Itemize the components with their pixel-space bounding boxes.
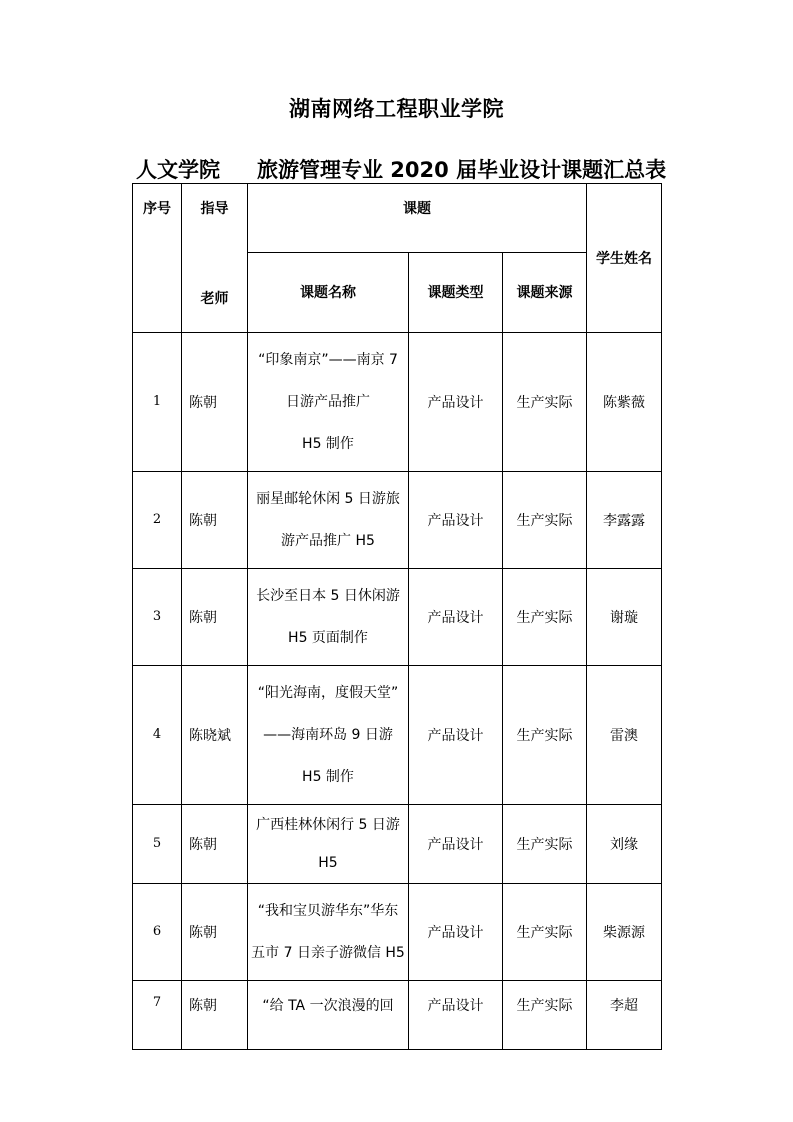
topic-line: ——海南环岛 9 日游 [263, 726, 393, 743]
table-row [133, 568, 662, 665]
row-type: 产品设计 [409, 980, 503, 1049]
row-seq: 4 [133, 665, 182, 804]
teacher-header-bottom: 老师 [182, 253, 248, 333]
table-row [133, 665, 662, 804]
topic-summary-table [132, 183, 662, 1050]
seq-header-blank [133, 253, 182, 333]
topic-line: H5 制作 [302, 768, 354, 785]
row-type: 产品设计 [409, 568, 503, 665]
row-student: 陈紫薇 [587, 332, 662, 471]
row-seq: 6 [133, 883, 182, 980]
row-source: 生产实际 [503, 568, 587, 665]
row-student: 李露露 [587, 471, 662, 568]
row-teacher: 陈朝 [182, 332, 248, 471]
row-student: 李超 [587, 980, 662, 1049]
row-teacher: 陈朝 [182, 471, 248, 568]
subheader-row [133, 253, 662, 333]
college-name: 人文学院 [136, 158, 220, 182]
topic-line: 游产品推广 H5 [281, 532, 375, 549]
topic-line: “印象南京”——南京 7 [258, 351, 398, 368]
row-type: 产品设计 [409, 665, 503, 804]
page-title: 湖南网络工程职业学院 [289, 97, 504, 121]
row-teacher: 陈朝 [182, 980, 248, 1049]
row-type: 产品设计 [409, 804, 503, 883]
row-seq: 3 [133, 568, 182, 665]
row-seq: 1 [133, 332, 182, 471]
row-source: 生产实际 [503, 665, 587, 804]
topic-header: 课题 [248, 184, 587, 253]
row-topic [248, 665, 409, 804]
row-source: 生产实际 [503, 332, 587, 471]
row-type: 产品设计 [409, 471, 503, 568]
topic-line: 丽星邮轮休闲 5 日游旅 [256, 490, 400, 507]
row-teacher: 陈朝 [182, 568, 248, 665]
topic-source-header: 课题来源 [503, 253, 587, 333]
topic-line: “我和宝贝游华东”华东 [257, 902, 399, 919]
row-student: 谢璇 [587, 568, 662, 665]
row-type: 产品设计 [409, 332, 503, 471]
row-teacher: 陈朝 [182, 883, 248, 980]
row-source: 生产实际 [503, 804, 587, 883]
row-teacher: 陈晓斌 [182, 665, 248, 804]
row-topic [248, 883, 409, 980]
table-row [133, 332, 662, 471]
row-type: 产品设计 [409, 883, 503, 980]
row-student: 刘缘 [587, 804, 662, 883]
seq-header: 序号 [133, 184, 182, 253]
row-source: 生产实际 [503, 471, 587, 568]
topic-line: “阳光海南，度假天堂” [257, 684, 399, 701]
summary-heading: 旅游管理专业 2020 届毕业设计课题汇总表 [257, 158, 667, 182]
row-source: 生产实际 [503, 883, 587, 980]
row-source: 生产实际 [503, 980, 587, 1049]
table-row [133, 804, 662, 883]
table-heading [136, 154, 666, 184]
student-name-header: 学生姓名 [587, 184, 662, 333]
topic-name-header: 课题名称 [248, 253, 409, 333]
topic-line: 日游产品推广 [286, 393, 370, 410]
header-row [133, 184, 662, 253]
row-teacher: 陈朝 [182, 804, 248, 883]
row-seq: 2 [133, 471, 182, 568]
topic-line: 长沙至日本 5 日休闲游 [256, 587, 400, 604]
table-row [133, 883, 662, 980]
topic-line: “给 TA 一次浪漫的回 [262, 997, 394, 1014]
topic-line: 广西桂林休闲行 5 日游 [256, 816, 400, 833]
row-topic [248, 568, 409, 665]
row-topic [248, 804, 409, 883]
row-seq: 7 [133, 980, 182, 1049]
row-student: 雷澳 [587, 665, 662, 804]
topic-type-header: 课题类型 [409, 253, 503, 333]
topic-line: H5 页面制作 [288, 629, 368, 646]
topic-line: 五市 7 日亲子游微信 H5 [251, 944, 405, 961]
teacher-header-top: 指导 [182, 184, 248, 253]
row-topic [248, 980, 409, 1049]
row-student: 柴源源 [587, 883, 662, 980]
row-topic [248, 332, 409, 471]
table-row [133, 471, 662, 568]
topic-line: H5 制作 [302, 435, 354, 452]
row-topic [248, 471, 409, 568]
topic-line: H5 [318, 854, 338, 871]
row-seq: 5 [133, 804, 182, 883]
table-row [133, 980, 662, 1049]
